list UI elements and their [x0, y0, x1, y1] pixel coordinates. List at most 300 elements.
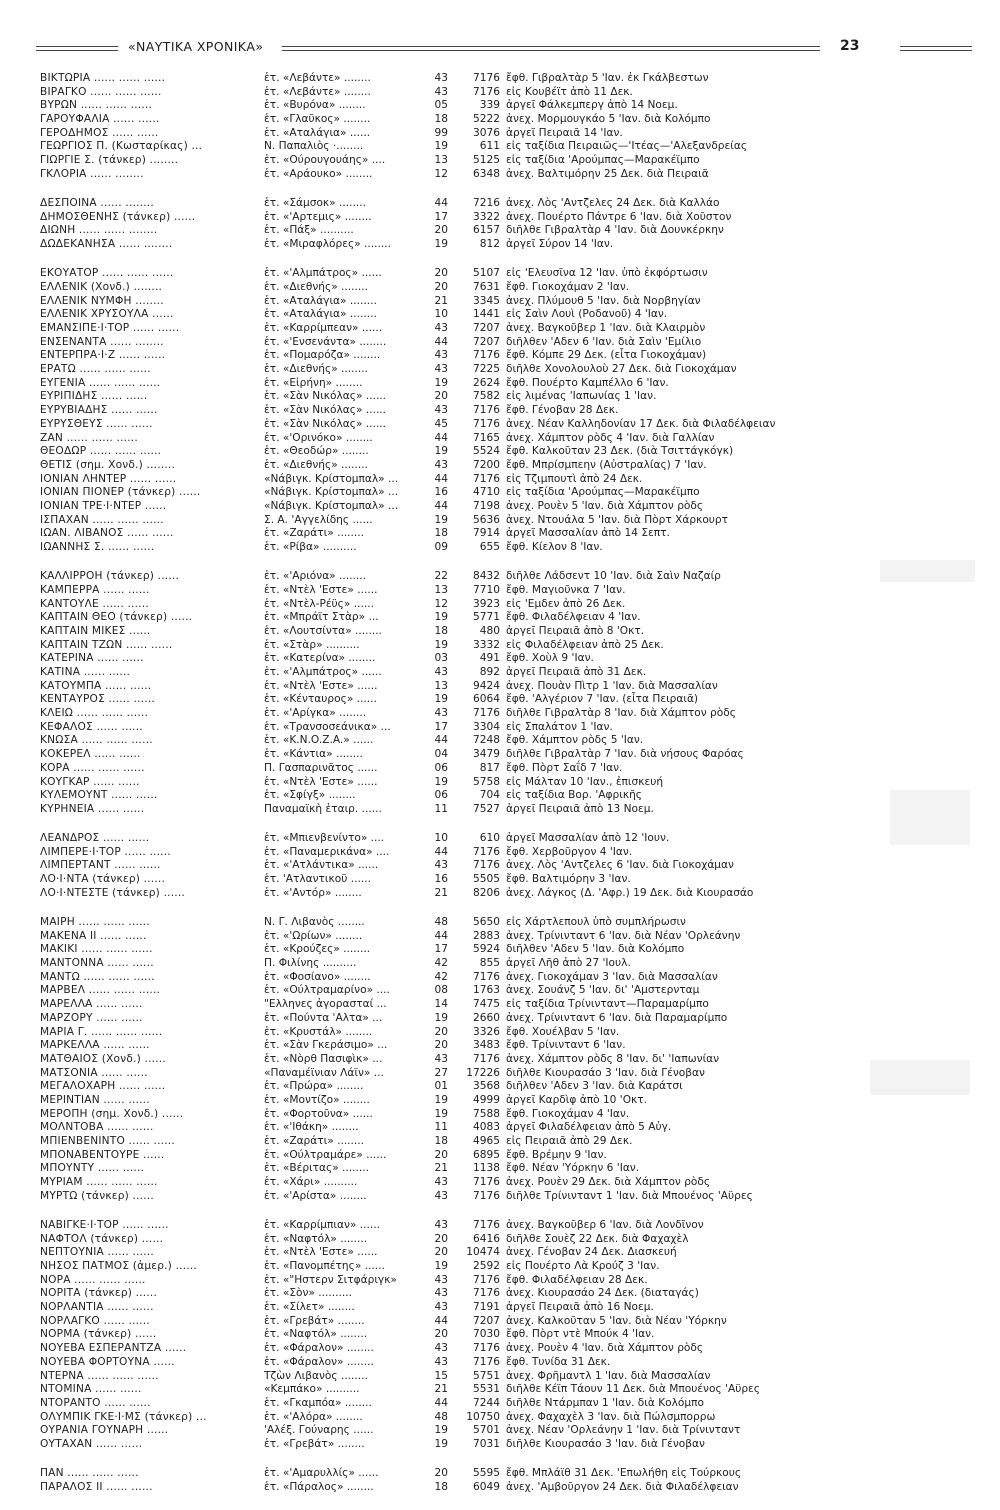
table-row [0, 1328, 1000, 1342]
bleed-through-mark [870, 1060, 970, 1095]
ship-name: ΛΙΜΠΕΡΤΑΝΤ ...... ...... [40, 859, 161, 872]
owner: ἑτ. «Μπιενβενίντο» .... [264, 832, 385, 845]
owner: ἑτ. «Φορτοῦνα» ...... [264, 1107, 373, 1120]
code-number: 19 [434, 238, 448, 251]
code-number: 44 [434, 1314, 448, 1327]
tonnage: 7191 [473, 1301, 500, 1314]
owner: ἑτ. «K.N.O.Z.A.» ...... [264, 734, 374, 747]
ship-name: ΜΕΓΑΛΟΧΑΡΗ ...... ...... [40, 1080, 166, 1093]
code-number: 43 [434, 1218, 448, 1231]
movement: διῆλθε Τρίνινταντ 1 'Ιαν. διὰ Μπουένος 'Αϋρες [506, 1189, 753, 1202]
tonnage: 7176 [473, 404, 500, 417]
tonnage: 7207 [473, 322, 500, 334]
owner: «Νάβιγκ. Κρίστομπαλ» ... [264, 499, 399, 512]
code-number: 19 [434, 1424, 448, 1437]
ship-name: ΚΑΤΙΝΑ ...... ...... [40, 666, 131, 678]
owner: ἑτ. «Ντὲλ-Ρέϋς» ...... [264, 597, 374, 610]
table-row [0, 1067, 1000, 1081]
tonnage: 5222 [473, 113, 500, 126]
ship-name: ΜΕΡΟΠΗ (σημ. Χονδ.) ...... [40, 1107, 184, 1120]
code-number: 43 [434, 859, 448, 872]
table-row [0, 1370, 1000, 1384]
tonnage: 7176 [473, 1355, 500, 1368]
table-row [0, 1233, 1000, 1247]
letter-group [0, 267, 1000, 554]
table-row [0, 748, 1000, 762]
tonnage: 2883 [473, 929, 500, 942]
table-row [0, 336, 1000, 350]
ship-name: ΙΟΝΙΑΝ ΛΗΝΤΕΡ ...... ...... [40, 472, 177, 485]
ship-name: ΕΝΣΕΝΑΝΤΑ ...... ........ [40, 335, 164, 348]
movement: εἰς ταξίδια 'Αρούμπας—Μαρακέϊμπο [506, 486, 700, 499]
movement: διῆλθε Γιβραλτὰρ 7 'Ιαν. διὰ νήσους Φαρόας [506, 748, 744, 761]
ship-name: ΜΑΤΘΑΙΟΣ (Χονδ.) ...... [40, 1052, 166, 1065]
owner: ἑτ. «'Ατλάντικα» ...... [264, 859, 379, 872]
owner: ἑτ. «Γρεβάτ» ........ [264, 1437, 365, 1450]
tonnage: 7207 [473, 335, 500, 348]
movement: ἔφθ. Κίελον 8 'Ιαν. [506, 541, 603, 553]
code-number: 19 [434, 638, 448, 651]
movement: εἰς Πουέρτο Λὰ Κρούζ 3 'Ιαν. [506, 1260, 660, 1272]
table-row [0, 127, 1000, 141]
owner: ἑτ. «Κένταυρος» ...... [264, 693, 377, 706]
movement: διῆλθεν 'Αδεν 3 'Ιαν. διὰ Καράτσι [506, 1080, 683, 1093]
table-row [0, 639, 1000, 653]
table-row [0, 1397, 1000, 1411]
owner: ἑτ. «Λεβάντε» ........ [264, 85, 371, 98]
ship-name: ΒΙΚΤΩΡΙΑ ...... ...... ...... [40, 72, 166, 84]
ship-name: ΕΛΛΕΝΙΚ ΝΥΜΦΗ ........ [40, 294, 164, 307]
tonnage: 4999 [473, 1093, 500, 1106]
owner: ἑτ. «'Αριόνα» ........ [264, 570, 366, 583]
ship-name: ΒΙΡΑΓΚΟ ...... ...... ...... [40, 85, 162, 98]
code-number: 43 [434, 363, 448, 376]
table-row [0, 140, 1000, 154]
movement: ἔφθ. 'Αλγέριον 7 'Ιαν. (εἶτα Πειραιᾶ) [506, 693, 699, 706]
tonnage: 5701 [473, 1424, 500, 1437]
movement: ἔφθ. Βαλτιμόρην 3 'Ιαν. [506, 873, 631, 886]
ship-name: ΕΚΟΥΑΤΟΡ ...... ...... ...... [40, 267, 174, 280]
ship-name: ΝΟΡΑ ...... ...... ...... [40, 1273, 146, 1286]
movement: ἔφθ. Τρίνινταντ 6 'Ιαν. [506, 1039, 626, 1052]
movement: ἀνεχ. Ρουὲν 5 'Ιαν. διὰ Χάμπτον ρὸδς [506, 499, 704, 512]
ship-name: ΙΩΑΝ. ΛΙΒΑΝΟΣ ...... ...... [40, 527, 174, 540]
code-number: 43 [434, 666, 448, 678]
code-number: 19 [434, 376, 448, 389]
ship-name: ΕΥΓΕΝΙΑ ...... ...... ...... [40, 376, 161, 389]
owner: ἑτ. «Βέριτας» ........ [264, 1162, 369, 1175]
table-row [0, 570, 1000, 584]
movement: ἔφθ. Χουέλβαν 5 'Ιαν. [506, 1025, 620, 1038]
ship-name: ΜΑΝΤΟΝΝΑ ...... ...... [40, 957, 154, 970]
movement: ἔφθ. Πὸρτ Σαΐδ 7 'Ιαν. [506, 761, 623, 774]
tonnage: 655 [479, 541, 500, 553]
code-number: 19 [434, 611, 448, 624]
movement: διῆλθε Σουὲζ 22 Δεκ. διὰ Φαχαχὲλ [506, 1232, 689, 1245]
owner: "Ελληνες ἀγορασταί ... [264, 998, 387, 1011]
ship-name: ΘΕΤΙΣ (σημ. Χονδ.) ........ [40, 458, 176, 471]
table-row [0, 1342, 1000, 1356]
table-row [0, 943, 1000, 957]
code-number: 48 [434, 916, 448, 928]
movement: ἔφθ. Μπρίσμπεην (Αὐστραλίας) 7 'Ιαν. [506, 458, 707, 471]
table-row [0, 224, 1000, 238]
tonnage: 7631 [473, 280, 500, 293]
movement: διῆλθε Λάδσεντ 10 'Ιαν. διὰ Σαὶν Ναζαίρ [506, 570, 721, 583]
owner: ἑτ. «Σάμσοκ» ........ [264, 197, 366, 209]
tonnage: 7225 [473, 363, 500, 376]
ship-name: ΛΟ·Ι·ΝΤΑ (τάνκερ) ...... [40, 873, 166, 886]
tonnage: 704 [479, 789, 500, 802]
tonnage: 7031 [473, 1437, 500, 1450]
owner: Ν. Παπαλιὸς ·........ [264, 140, 364, 153]
owner: ἑτ. «"Ηστερν Σιτφάριγκ» [264, 1273, 397, 1286]
tonnage: 3568 [473, 1080, 500, 1093]
movement: εἰς Φιλαδέλφειαν ἀπὸ 25 Δεκ. [506, 638, 664, 651]
movement: ἀνεχ. Πουέρτο Πάντρε 6 'Ιαν. διὰ Χοῦστον [506, 210, 732, 223]
table-row [0, 1121, 1000, 1135]
code-number: 18 [434, 1480, 448, 1493]
tonnage: 7176 [473, 85, 500, 98]
table-row [0, 1246, 1000, 1260]
table-row [0, 846, 1000, 860]
movement: ἀνεχ. Ρουὲν 4 'Ιαν. διὰ Χάμπτον ρὸδς [506, 1342, 704, 1355]
owner: Σ. Α. 'Αγγελίδης ...... [264, 513, 373, 526]
table-row [0, 72, 1000, 86]
owner: ἑτ. «Μιραφλόρες» ........ [264, 238, 391, 251]
table-row [0, 1149, 1000, 1163]
code-number: 20 [434, 1232, 448, 1245]
code-number: 16 [434, 873, 448, 886]
table-row [0, 721, 1000, 735]
movement: ἀργεῖ Πειραιᾶ ἀπὸ 8 'Οκτ. [506, 624, 645, 637]
code-number: 43 [434, 1355, 448, 1368]
table-row [0, 887, 1000, 901]
code-number: 20 [434, 1148, 448, 1161]
tonnage: 491 [479, 652, 500, 665]
owner: Ν. Γ. Λιβανὸς ........ [264, 916, 365, 928]
table-row [0, 1176, 1000, 1190]
ship-name: ΙΟΝΙΑΝ ΤΡΕ·Ι·ΝΤΕΡ ...... [40, 499, 167, 512]
table-row [0, 527, 1000, 541]
movement: ἀργεῖ Φιλαδέλφειαν ἀπὸ 5 Αὐγ. [506, 1121, 672, 1134]
tonnage: 812 [479, 238, 500, 251]
owner: ἑτ. «Ντὲλ 'Εστε» ...... [264, 775, 378, 788]
owner: ἑτ. «Λεβάντε» ........ [264, 72, 371, 84]
code-number: 27 [434, 1066, 448, 1079]
ship-name: ΚΥΛΕΜΟΥΝΤ ...... ...... [40, 789, 158, 802]
tonnage: 5758 [473, 775, 500, 788]
table-row [0, 1162, 1000, 1176]
table-row [0, 707, 1000, 721]
tonnage: 5751 [473, 1369, 500, 1382]
code-number: 12 [434, 597, 448, 610]
code-number: 18 [434, 113, 448, 126]
table-row [0, 1274, 1000, 1288]
movement: ἔφθ. Φιλαδέλφειαν 4 'Ιαν. [506, 611, 641, 624]
owner: ἑτ. «'Αντόρ» ........ [264, 886, 362, 899]
ship-name: ΕΛΛΕΝΙΚ ΧΡΥΣΟΥΛΑ ...... [40, 308, 174, 321]
ship-name: ΜΑΡΒΕΛ ...... ...... ...... [40, 984, 161, 997]
code-number: 14 [434, 998, 448, 1011]
table-row [0, 404, 1000, 418]
code-number: 99 [434, 126, 448, 139]
code-number: 20 [434, 390, 448, 403]
tonnage: 7176 [473, 859, 500, 872]
header-rule-middle [282, 46, 820, 51]
table-row [0, 1190, 1000, 1204]
ship-name: ΠΑΝ ...... ...... ...... [40, 1467, 139, 1480]
owner: ἑτ. «Παναμερικάνα» .... [264, 845, 390, 858]
code-number: 44 [434, 431, 448, 444]
code-number: 21 [434, 1162, 448, 1175]
tonnage: 3322 [473, 210, 500, 223]
code-number: 20 [434, 280, 448, 293]
owner: ἑτ. «Διεθνής» ........ [264, 280, 368, 293]
table-row [0, 1053, 1000, 1067]
movement: ἔφθ. Γιοκοχάμαν 4 'Ιαν. [506, 1107, 630, 1120]
code-number: 20 [434, 1328, 448, 1341]
owner: Τζὼν Λιβανὸς ........ [264, 1369, 368, 1382]
letter-group [0, 916, 1000, 1203]
code-number: 13 [434, 679, 448, 692]
movement: ἀνεχ. Πλύμουθ 5 'Ιαν. διὰ Νορβηγίαν [506, 294, 701, 307]
ship-name: ΙΟΝΙΑΝ ΠΙΟΝΕΡ (τάνκερ) ...... [40, 486, 201, 499]
ship-name: ΕΥΡΥΒΙΑΔΗΣ ...... ...... [40, 404, 158, 417]
movement: ἀνεχ. Ντουάλα 5 'Ιαν. διὰ Πὸρτ Χάρκουρτ [506, 513, 729, 526]
owner: Π. Γασπαρινᾶτος ...... [264, 761, 378, 774]
ship-name: ΖΑΝ ...... ...... ...... [40, 431, 138, 444]
code-number: 19 [434, 1093, 448, 1106]
page-number: 23 [840, 38, 860, 54]
code-number: 10 [434, 832, 448, 845]
movement: ἀργεῖ Πειραιᾶ ἀπὸ 31 Δεκ. [506, 666, 647, 678]
code-number: 12 [434, 167, 448, 180]
owner: ἑτ. «Σὰν Γκεράσιμο» ... [264, 1039, 388, 1052]
code-number: 43 [434, 1176, 448, 1189]
ship-name: ΝΟΡΜΑ (τάνκερ) ...... [40, 1328, 157, 1341]
code-number: 15 [434, 1369, 448, 1382]
movement: ἔφθ. Τυνίδα 31 Δεκ. [506, 1355, 611, 1368]
ship-name: ΕΡΑΤΩ ...... ...... ...... [40, 363, 151, 376]
table-row [0, 308, 1000, 322]
movement: ἔφθ. Χάμπτον ρὸδς 5 'Ιαν. [506, 734, 644, 747]
ship-name: ΚΑΠΤΑΙΝ ΘΕΟ (τάνκερ) ...... [40, 611, 193, 624]
ship-name: ΜΥΡΤΩ (τάνκερ) ...... [40, 1189, 154, 1202]
owner: ἑτ. «Λουτσίντα» ........ [264, 624, 382, 637]
table-row [0, 390, 1000, 404]
owner: ἑτ. «Σὰν Νικόλας» ...... [264, 417, 387, 430]
owner: ἑτ. «Πρώρα» ........ [264, 1080, 364, 1093]
letter-group [0, 570, 1000, 816]
ship-name: ΜΑΙΡΗ ...... ...... ...... [40, 916, 150, 928]
owner: ἑτ. «Αράουκο» ........ [264, 167, 373, 180]
owner: ἑτ. «Διεθνής» ........ [264, 458, 368, 471]
code-number: 11 [434, 802, 448, 815]
ship-name: ΕΜΑΝΣΙΠΕ·Ι·ΤΟΡ ...... ...... [40, 322, 180, 334]
ship-name: ΓΙΩΡΓΙΕ Σ. (τάνκερ) ........ [40, 154, 179, 167]
table-row [0, 541, 1000, 555]
movement: ἀνεχ. Φρῆμαντλ 1 'Ιαν. διὰ Μασσαλίαν [506, 1369, 711, 1382]
code-number: 20 [434, 1467, 448, 1480]
tonnage: 817 [479, 761, 500, 774]
table-row [0, 971, 1000, 985]
code-number: 20 [434, 1039, 448, 1052]
bleed-through-mark [880, 560, 975, 582]
movement: ἀνεχ. Τρίνινταντ 6 'Ιαν. διὰ Νέαν 'Ορλεάνην [506, 929, 741, 942]
ship-name: ΝΤΕΡΝΑ ...... ...... ...... [40, 1369, 159, 1382]
code-number: 43 [434, 72, 448, 84]
code-number: 44 [434, 734, 448, 747]
ship-name: ΝΟΥΕΒΑ ΦΟΡΤΟΥΝΑ ...... [40, 1355, 175, 1368]
movement: εἰς Πειραιᾶ ἀπὸ 29 Δεκ. [506, 1135, 633, 1147]
code-number: 20 [434, 224, 448, 237]
owner: ἑτ. «Σὰν Νικόλας» ...... [264, 390, 387, 403]
movement: ἔφθ. Γένοβαν 28 Δεκ. [506, 404, 619, 417]
owner: ἑτ. «Σφίγξ» ........ [264, 789, 356, 802]
owner: ἑτ. «Ούλτραμαρίνο» .... [264, 984, 390, 997]
owner: ἑτ. «Κάντια» ........ [264, 748, 363, 761]
tonnage: 3326 [473, 1025, 500, 1038]
movement: ἔφθ. Καλκοῦταν 23 Δεκ. (διὰ Τσιττάγκόγκ) [506, 445, 734, 458]
owner: ἑτ. «Ούλτραμάρε» ...... [264, 1148, 387, 1161]
owner: ἑτ. «'Αλόρα» ........ [264, 1410, 363, 1423]
table-row [0, 1039, 1000, 1053]
ship-name: ΛΟ·Ι·ΝΤΕΣΤΕ (τάνκερ) ...... [40, 886, 185, 899]
code-number: 21 [434, 1383, 448, 1396]
ship-name: ΚΟΥΓΚΑΡ ...... ...... [40, 775, 140, 788]
movement: ἔφθ. Βρέμην 9 'Ιαν. [506, 1148, 607, 1161]
tonnage: 6895 [473, 1148, 500, 1161]
owner: ἑτ. «Νὸρθ Πασιφὶκ» ... [264, 1052, 383, 1065]
owner: «Παναμέϊνιαν Λάϊν» ... [264, 1066, 384, 1079]
tonnage: 5107 [473, 267, 500, 280]
owner: ἑτ. 'Ατλαντικοῦ ...... [264, 873, 371, 886]
code-number: 05 [434, 99, 448, 112]
code-number: 44 [434, 845, 448, 858]
ship-name: ΒΥΡΩΝ ...... ...... ...... [40, 99, 153, 112]
owner: ἑτ. «Εἰρήνη» ........ [264, 376, 363, 389]
code-number: 01 [434, 1080, 448, 1093]
owner: ἑτ. «Πάξ» .......... [264, 224, 354, 237]
owner: ἑτ. «Θεοδώρ» ........ [264, 445, 369, 458]
tonnage: 7176 [473, 845, 500, 858]
code-number: 43 [434, 1301, 448, 1314]
tonnage: 7176 [473, 1287, 500, 1300]
table-row [0, 197, 1000, 211]
code-number: 44 [434, 1396, 448, 1409]
movement: ἀνεχ. Τρίνινταντ 6 'Ιαν. διὰ Παραμαρίμπο [506, 1011, 728, 1024]
code-number: 22 [434, 570, 448, 583]
movement: ἀργεῖ Μασσαλίαν ἀπὸ 14 Σεπτ. [506, 527, 670, 540]
tonnage: 7710 [473, 583, 500, 596]
table-row [0, 1026, 1000, 1040]
owner: ἑτ. «Ζαράτι» ........ [264, 527, 365, 540]
table-row [0, 445, 1000, 459]
ship-name: ΘΕΟΔΩΡ ...... ...... ...... [40, 445, 162, 458]
code-number: 17 [434, 210, 448, 223]
tonnage: 7582 [473, 390, 500, 403]
code-number: 19 [434, 513, 448, 526]
owner: ἑτ. «Τρανσοσεάνικα» ... [264, 720, 391, 733]
table-row [0, 776, 1000, 790]
table-row [0, 873, 1000, 887]
tonnage: 7176 [473, 72, 500, 84]
letter-group [0, 832, 1000, 900]
owner: ἑτ. «Ναφτόλ» ........ [264, 1328, 368, 1341]
owner: ἑτ. «Ναφτόλ» ........ [264, 1232, 368, 1245]
ship-name: ΟΛΥΜΠΙΚ ΓΚΕ·Ι·ΜΣ (τάνκερ) ... [40, 1410, 207, 1423]
tonnage: 7176 [473, 417, 500, 430]
movement: ἀνεχ. Νέαν Καλληδονίαν 17 Δεκ. διὰ Φιλαδέλφειαν [506, 417, 776, 430]
table-row [0, 916, 1000, 930]
table-row [0, 611, 1000, 625]
owner: «Κεμπάκο» .......... [264, 1383, 360, 1396]
code-number: 18 [434, 527, 448, 540]
owner: ἑτ. «Κατερίνα» ........ [264, 652, 376, 665]
tonnage: 610 [479, 832, 500, 845]
table-row [0, 1438, 1000, 1452]
tonnage: 5595 [473, 1467, 500, 1480]
table-row [0, 1287, 1000, 1301]
ship-name: ΚΑΤΕΡΙΝΑ ...... ...... [40, 652, 144, 665]
movement: εἰς Σαὶν Λουὶ (Ροδανοῦ) 4 'Ιαν. [506, 308, 668, 321]
ship-name: ΚΑΝΤΟΥΛΕ ...... ...... [40, 597, 149, 610]
tonnage: 5650 [473, 916, 500, 928]
movement: ἀνεχ. Μορμουγκάο 5 'Ιαν. διὰ Κολόμπο [506, 113, 711, 126]
movement: ἀνεχ. Φαχαχὲλ 3 'Ιαν. διὰ Πώλσμπορρω [506, 1410, 716, 1423]
tonnage: 7248 [473, 734, 500, 747]
table-row [0, 957, 1000, 971]
table-row [0, 762, 1000, 776]
ship-name: ΝΤΟΜΙΝΑ ...... ...... [40, 1383, 142, 1396]
table-row [0, 349, 1000, 363]
tonnage: 7527 [473, 802, 500, 815]
owner: ἑτ. «Κρυστάλ» ........ [264, 1025, 373, 1038]
tonnage: 6049 [473, 1480, 500, 1493]
owner: ἑτ. «Πάραλος» ........ [264, 1480, 374, 1493]
page-header [28, 38, 972, 58]
table-row [0, 998, 1000, 1012]
tonnage: 5771 [473, 611, 500, 624]
table-row [0, 1356, 1000, 1370]
ship-name: ΚΥΡΗΝΕΙΑ ...... ...... [40, 802, 145, 815]
owner: ἑτ. «'Ωρίων» ........ [264, 929, 363, 942]
ship-name: ΓΕΩΡΓΙΟΣ Π. (Κωσταρίκας) ... [40, 140, 203, 153]
table-row [0, 1260, 1000, 1274]
table-row [0, 1012, 1000, 1026]
code-number: 16 [434, 486, 448, 499]
ship-name: ΛΙΜΠΕΡΕ·Ι·ΤΟΡ ...... ...... [40, 845, 171, 858]
table-row [0, 1219, 1000, 1233]
owner: ἑτ. «Ζαράτι» ........ [264, 1135, 365, 1147]
owner: ἑτ. «Γκαμπόα» ........ [264, 1396, 372, 1409]
table-row [0, 432, 1000, 446]
ship-name: ΜΑΡΚΕΛΛΑ ...... ...... [40, 1039, 150, 1052]
movement: ἀργεῖ Λῆθ ἀπὸ 27 'Ιουλ. [506, 957, 631, 970]
tonnage: 17226 [466, 1066, 500, 1079]
table-row [0, 666, 1000, 680]
table-row [0, 363, 1000, 377]
tonnage: 4965 [473, 1135, 500, 1147]
ship-name: ΕΥΡΙΠΙΔΗΣ ...... ...... [40, 390, 148, 403]
owner: «Νάβιγκ. Κρίστομπαλ» ... [264, 486, 399, 499]
ship-name: ΚΝΩΣΑ ...... ...... ...... [40, 734, 153, 747]
tonnage: 8206 [473, 886, 500, 899]
code-number: 17 [434, 943, 448, 956]
ship-name: ΕΥΡΥΣΘΕΥΣ ...... ...... [40, 417, 153, 430]
ship-name: ΛΕΑΝΔΡΟΣ ...... ...... [40, 832, 150, 845]
